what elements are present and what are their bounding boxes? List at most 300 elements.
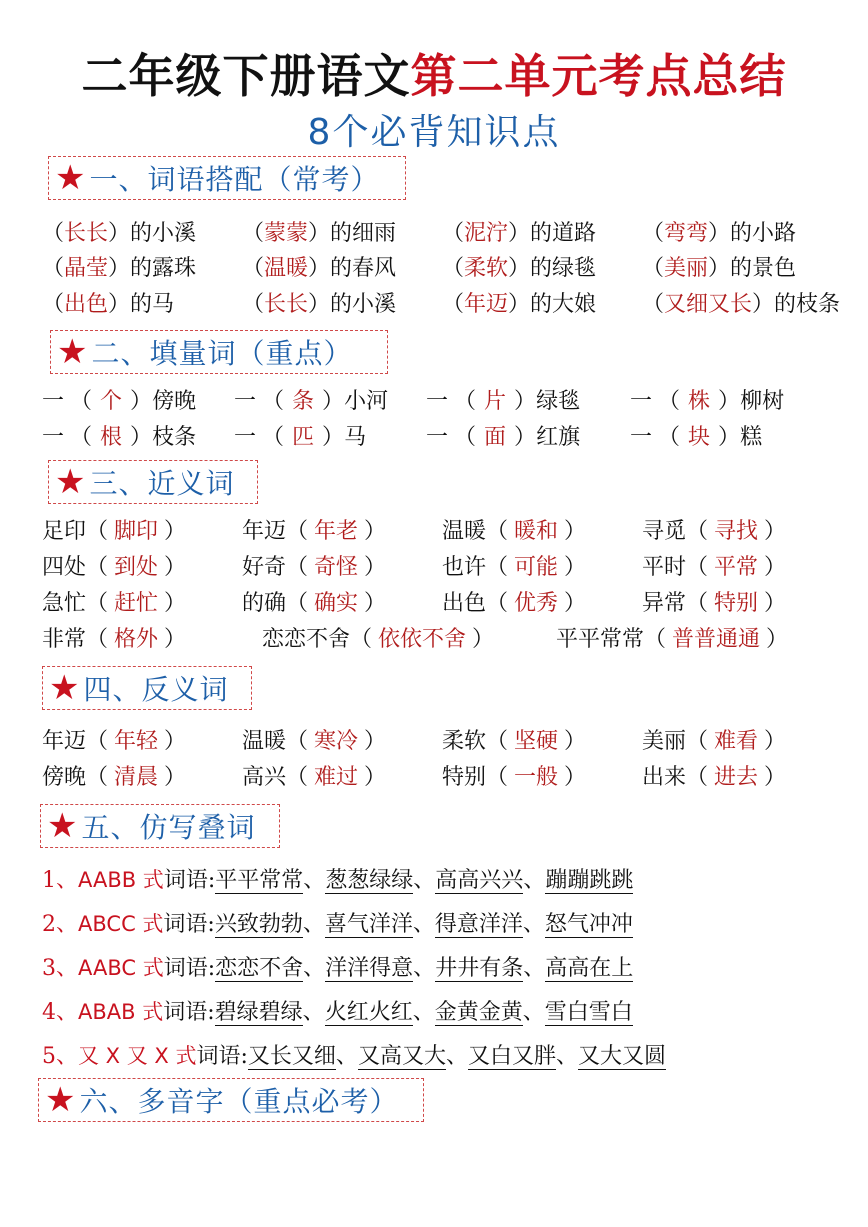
section-title: 三、近义词 [89, 467, 235, 500]
word: 的小路 [730, 221, 797, 246]
example-word: 井井有条 [435, 956, 524, 981]
answer: 可能 [514, 555, 559, 580]
answer: 到处 [114, 555, 159, 580]
synonym-item [242, 514, 386, 550]
word: 温暖 [242, 729, 287, 754]
answer: 面 [484, 425, 507, 450]
collocation-item [42, 251, 196, 287]
open-paren: （ [658, 389, 681, 414]
word: 美丽 [642, 729, 687, 754]
close-paren: ） [508, 292, 531, 317]
answer: 蒙蒙 [264, 221, 309, 246]
close-paren: ） [364, 729, 387, 754]
close-paren: ） [764, 591, 787, 616]
answer: 平常 [714, 555, 759, 580]
pattern-line [42, 994, 633, 1031]
close-paren: ） [108, 292, 131, 317]
antonym-item [642, 724, 786, 760]
close-paren: ） [164, 765, 187, 790]
answer: 株 [688, 389, 711, 414]
open-paren: （ [454, 389, 477, 414]
example-word: 金黄金黄 [434, 1000, 523, 1025]
example-word: 葱葱绿绿 [325, 868, 414, 893]
collocation-item [42, 216, 196, 252]
pattern-line [42, 862, 633, 899]
item-number: 5、 [42, 1044, 78, 1069]
one: 一 [234, 389, 257, 414]
word: 年迈 [42, 729, 87, 754]
antonym-item [242, 760, 386, 796]
section-title: 一、词语搭配（常考） [89, 163, 380, 196]
word: 年迈 [242, 519, 287, 544]
answer: 匹 [292, 425, 315, 450]
answer: 进去 [714, 765, 759, 790]
answer: 难看 [714, 729, 759, 754]
open-paren: （ [86, 765, 109, 790]
open-paren: （ [486, 765, 509, 790]
word: 柳树 [740, 389, 785, 414]
measure-word-item [630, 420, 762, 456]
example-word: 平平常常 [215, 868, 304, 893]
close-paren: ） [108, 221, 131, 246]
word: 特别 [442, 765, 487, 790]
close-paren: ） [764, 555, 787, 580]
close-paren: ） [764, 519, 787, 544]
separator: 、 [302, 1000, 325, 1025]
open-paren: （ [686, 555, 709, 580]
example-word: 又长又细 [247, 1044, 336, 1069]
example-word: 火红火红 [324, 1000, 413, 1025]
close-paren: ） [364, 765, 387, 790]
word: 也许 [442, 555, 487, 580]
separator: 、 [303, 868, 326, 893]
word: 的露珠 [130, 256, 197, 281]
synonym-item [42, 514, 186, 550]
close-paren: ） [164, 591, 187, 616]
pattern-type: AABB 式 [78, 868, 164, 892]
close-paren: ） [564, 765, 587, 790]
pattern-type: 又 X 又 X 式 [78, 1044, 197, 1068]
word: 小河 [344, 389, 389, 414]
pattern-label: 词语: [196, 1044, 248, 1069]
open-paren: （ [644, 627, 667, 652]
item-number: 4、 [42, 1000, 78, 1025]
synonym-item [442, 586, 586, 622]
separator: 、 [522, 912, 545, 937]
answer: 条 [292, 389, 315, 414]
example-word: 恋恋不舍 [215, 956, 304, 981]
section-title: 六、多音字（重点必考） [79, 1085, 399, 1118]
answer: 根 [100, 425, 123, 450]
open-paren: （ [86, 555, 109, 580]
answer: 普普通通 [672, 627, 761, 652]
close-paren: ） [108, 256, 131, 281]
synonym-item [442, 550, 586, 586]
separator: 、 [303, 956, 326, 981]
pattern-label: 词语: [163, 912, 215, 937]
answer: 寻找 [714, 519, 759, 544]
synonym-item [642, 586, 786, 622]
answer: 片 [484, 389, 507, 414]
answer: 年迈 [464, 292, 509, 317]
item-number: 1、 [42, 868, 78, 893]
separator: 、 [412, 912, 435, 937]
section-title: 四、反义词 [83, 673, 229, 706]
word: 傍晚 [42, 765, 87, 790]
example-word: 碧绿碧绿 [214, 1000, 303, 1025]
open-paren: （ [686, 591, 709, 616]
open-paren: （ [70, 389, 93, 414]
title-red: 第二单元考点总结 [410, 49, 787, 103]
word: 温暖 [442, 519, 487, 544]
separator: 、 [523, 956, 546, 981]
close-paren: ） [514, 425, 537, 450]
example-word: 雪白雪白 [544, 1000, 633, 1025]
close-paren: ） [164, 519, 187, 544]
open-paren: （ [286, 519, 309, 544]
measure-word-item [426, 384, 580, 420]
answer: 赶忙 [114, 591, 159, 616]
collocation-item [442, 251, 596, 287]
synonym-item [442, 514, 586, 550]
open-paren: （ [286, 555, 309, 580]
collocation-item [242, 287, 396, 323]
close-paren: ） [164, 729, 187, 754]
section-heading-reduplication [40, 804, 280, 848]
answer: 长长 [264, 292, 309, 317]
collocation-item [242, 251, 396, 287]
antonym-item [642, 760, 786, 796]
open-paren: （ [486, 519, 509, 544]
section-title: 二、填量词（重点） [91, 337, 353, 370]
collocation-item [242, 216, 396, 252]
answer: 优秀 [514, 591, 559, 616]
open-paren: （ [486, 729, 509, 754]
open-paren: （ [86, 519, 109, 544]
one: 一 [234, 425, 257, 450]
close-paren: ） [764, 729, 787, 754]
answer: 美丽 [664, 256, 709, 281]
open-paren: （ [86, 729, 109, 754]
pattern-line [42, 906, 633, 943]
word: 的春风 [330, 256, 397, 281]
open-paren: （ [686, 519, 709, 544]
word: 的细雨 [330, 221, 397, 246]
word: 的马 [130, 292, 175, 317]
open-paren: （ [454, 425, 477, 450]
star-icon: ★ [45, 1080, 76, 1120]
word: 马 [344, 425, 367, 450]
close-paren: ） [564, 591, 587, 616]
close-paren: ） [164, 627, 187, 652]
collocation-item [642, 216, 796, 252]
close-paren: ） [718, 389, 741, 414]
close-paren: ） [322, 389, 345, 414]
open-paren: （ [286, 591, 309, 616]
close-paren: ） [308, 256, 331, 281]
open-paren: （ [286, 765, 309, 790]
close-paren: ） [564, 519, 587, 544]
synonym-item [262, 622, 494, 658]
measure-word-item [426, 420, 580, 456]
answer: 出色 [64, 292, 109, 317]
answer: 晶莹 [64, 256, 109, 281]
open-paren: （ [42, 292, 65, 317]
example-word: 喜气洋洋 [324, 912, 413, 937]
close-paren: ） [164, 555, 187, 580]
word: 糕 [740, 425, 763, 450]
answer: 年轻 [114, 729, 159, 754]
antonym-item [442, 760, 586, 796]
antonym-item [42, 760, 186, 796]
close-paren: ） [514, 389, 537, 414]
answer: 难过 [314, 765, 359, 790]
close-paren: ） [508, 221, 531, 246]
answer: 块 [688, 425, 711, 450]
star-icon: ★ [47, 806, 78, 846]
example-word: 又大又圆 [578, 1044, 667, 1069]
open-paren: （ [86, 627, 109, 652]
pattern-type: AABC 式 [78, 956, 164, 980]
open-paren: （ [486, 591, 509, 616]
example-word: 怒气冲冲 [544, 912, 633, 937]
word: 高兴 [242, 765, 287, 790]
example-word: 蹦蹦跳跳 [545, 868, 634, 893]
open-paren: （ [658, 425, 681, 450]
section-heading-polyphones [38, 1078, 424, 1122]
synonym-item [642, 550, 786, 586]
word: 异常 [642, 591, 687, 616]
pattern-label: 词语: [163, 956, 216, 981]
answer: 柔软 [464, 256, 509, 281]
word: 绿毯 [536, 389, 581, 414]
one: 一 [630, 389, 653, 414]
word: 柔软 [442, 729, 487, 754]
answer: 又细又长 [664, 292, 753, 317]
separator: 、 [412, 1000, 435, 1025]
close-paren: ） [764, 765, 787, 790]
word: 的景色 [730, 256, 797, 281]
collocation-item [42, 287, 174, 323]
answer: 确实 [314, 591, 359, 616]
section-heading-collocation [48, 156, 406, 200]
separator: 、 [445, 1044, 468, 1069]
word: 足印 [42, 519, 87, 544]
answer: 清晨 [114, 765, 159, 790]
example-word: 得意洋洋 [434, 912, 523, 937]
pattern-type: ABAB 式 [78, 1000, 164, 1024]
synonym-item [556, 622, 788, 658]
example-word: 高高兴兴 [435, 868, 524, 893]
open-paren: （ [262, 425, 285, 450]
word: 急忙 [42, 591, 87, 616]
pattern-label: 词语: [163, 868, 216, 893]
one: 一 [426, 425, 449, 450]
synonym-item [642, 514, 786, 550]
word: 的大娘 [530, 292, 597, 317]
word: 的道路 [530, 221, 597, 246]
open-paren: （ [350, 627, 373, 652]
answer: 奇怪 [314, 555, 359, 580]
section-heading-synonyms [48, 460, 258, 504]
word: 的确 [242, 591, 287, 616]
answer: 温暖 [264, 256, 309, 281]
open-paren: （ [642, 256, 665, 281]
answer: 年老 [314, 519, 359, 544]
word: 平时 [642, 555, 687, 580]
page-subtitle: 8个必背知识点 [307, 112, 561, 153]
synonym-item [242, 586, 386, 622]
word: 枝条 [152, 425, 197, 450]
one: 一 [426, 389, 449, 414]
answer: 依依不舍 [378, 627, 467, 652]
open-paren: （ [642, 221, 665, 246]
answer: 特别 [714, 591, 759, 616]
measure-word-item [42, 384, 196, 420]
example-word: 兴致勃勃 [214, 912, 303, 937]
title-black: 二年级下册语文 [81, 49, 411, 103]
open-paren: （ [442, 256, 465, 281]
antonym-item [442, 724, 586, 760]
open-paren: （ [242, 221, 265, 246]
open-paren: （ [262, 389, 285, 414]
close-paren: ） [130, 425, 153, 450]
close-paren: ） [718, 425, 741, 450]
word: 非常 [42, 627, 87, 652]
word: 好奇 [242, 555, 287, 580]
separator: 、 [413, 956, 436, 981]
word: 出来 [642, 765, 687, 790]
star-icon: ★ [55, 462, 86, 502]
close-paren: ） [708, 221, 731, 246]
pattern-line [42, 950, 633, 987]
answer: 泥泞 [464, 221, 509, 246]
open-paren: （ [642, 292, 665, 317]
collocation-item [442, 216, 596, 252]
word: 寻觅 [642, 519, 687, 544]
close-paren: ） [364, 555, 387, 580]
word: 傍晚 [152, 389, 197, 414]
separator: 、 [523, 868, 546, 893]
star-icon: ★ [57, 332, 88, 372]
answer: 脚印 [114, 519, 159, 544]
close-paren: ） [564, 555, 587, 580]
pattern-type: ABCC 式 [78, 912, 164, 936]
answer: 坚硬 [514, 729, 559, 754]
item-number: 2、 [42, 912, 78, 937]
synonym-item [42, 550, 186, 586]
open-paren: （ [286, 729, 309, 754]
measure-word-item [234, 420, 366, 456]
word: 四处 [42, 555, 87, 580]
synonym-item [242, 550, 386, 586]
close-paren: ） [308, 221, 331, 246]
pattern-label: 词语: [163, 1000, 215, 1025]
answer: 格外 [114, 627, 159, 652]
page-title [0, 40, 868, 106]
antonym-item [42, 724, 186, 760]
measure-word-item [234, 384, 388, 420]
synonym-item [42, 586, 186, 622]
item-number: 3、 [42, 956, 78, 981]
example-word: 又高又大 [357, 1044, 446, 1069]
section-heading-antonyms [42, 666, 252, 710]
close-paren: ） [508, 256, 531, 281]
pattern-line [42, 1038, 666, 1075]
measure-word-item [630, 384, 784, 420]
word: 的枝条 [774, 292, 841, 317]
close-paren: ） [308, 292, 331, 317]
answer: 一般 [514, 765, 559, 790]
close-paren: ） [364, 519, 387, 544]
one: 一 [42, 425, 65, 450]
one: 一 [42, 389, 65, 414]
word: 的绿毯 [530, 256, 597, 281]
collocation-item [642, 251, 796, 287]
star-icon: ★ [55, 158, 86, 198]
word: 恋恋不舍 [262, 627, 351, 652]
section-title: 五、仿写叠词 [81, 811, 256, 844]
open-paren: （ [70, 425, 93, 450]
close-paren: ） [564, 729, 587, 754]
example-word: 高高在上 [545, 956, 634, 981]
word: 红旗 [536, 425, 581, 450]
separator: 、 [555, 1044, 578, 1069]
close-paren: ） [364, 591, 387, 616]
answer: 个 [100, 389, 123, 414]
separator: 、 [335, 1044, 358, 1069]
separator: 、 [522, 1000, 545, 1025]
close-paren: ） [708, 256, 731, 281]
close-paren: ） [322, 425, 345, 450]
measure-word-item [42, 420, 196, 456]
open-paren: （ [86, 591, 109, 616]
one: 一 [630, 425, 653, 450]
answer: 长长 [64, 221, 109, 246]
answer: 弯弯 [664, 221, 709, 246]
example-word: 又白又胖 [467, 1044, 556, 1069]
open-paren: （ [242, 292, 265, 317]
separator: 、 [413, 868, 436, 893]
open-paren: （ [486, 555, 509, 580]
section-heading-measure-words [50, 330, 388, 374]
open-paren: （ [242, 256, 265, 281]
example-word: 洋洋得意 [325, 956, 414, 981]
close-paren: ） [130, 389, 153, 414]
answer: 寒冷 [314, 729, 359, 754]
open-paren: （ [42, 256, 65, 281]
synonym-item [42, 622, 186, 658]
word: 的小溪 [330, 292, 397, 317]
word: 的小溪 [130, 221, 197, 246]
close-paren: ） [752, 292, 775, 317]
open-paren: （ [42, 221, 65, 246]
answer: 暖和 [514, 519, 559, 544]
star-icon: ★ [49, 668, 80, 708]
collocation-item [642, 287, 840, 323]
open-paren: （ [442, 292, 465, 317]
separator: 、 [302, 912, 325, 937]
word: 出色 [442, 591, 487, 616]
close-paren: ） [766, 627, 789, 652]
antonym-item [242, 724, 386, 760]
word: 平平常常 [556, 627, 645, 652]
open-paren: （ [686, 729, 709, 754]
collocation-item [442, 287, 596, 323]
open-paren: （ [442, 221, 465, 246]
open-paren: （ [686, 765, 709, 790]
close-paren: ） [472, 627, 495, 652]
